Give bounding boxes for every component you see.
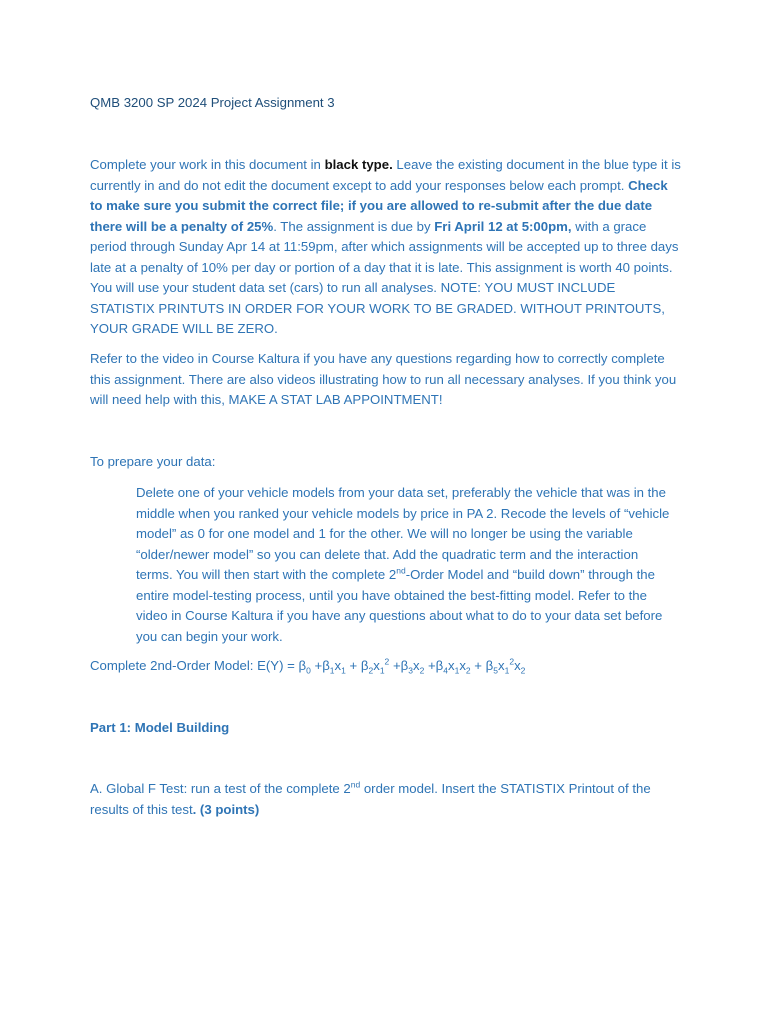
- prepare-text-1: Delete one of your vehicle models from your data set, preferably the vehicle that was in the middle when you ranked your vehicle models by price in PA 2. Recode the levels of “vehicle model” as 0 for one model and 1 for the other. We will no longer be using the variable “older/newer model” so you can delete that. Add the quadratic term and the interaction terms. You will then start with the complete 2: [136, 485, 670, 582]
- eq-var: x: [514, 658, 521, 673]
- model-equation: [90, 656, 682, 677]
- prepare-heading: To prepare your data:: [90, 454, 216, 469]
- eq-var: x: [447, 658, 455, 673]
- eq-var: x: [498, 658, 505, 673]
- eq-sub: 1: [504, 665, 510, 676]
- eq-term: + β: [470, 658, 494, 673]
- part-a-text-2: order model. Insert the STATISTIX Printout of the results of this test: [90, 781, 651, 817]
- eq-sub: 2: [419, 665, 425, 676]
- eq-sub: 3: [408, 665, 413, 676]
- eq-sup: 2: [509, 656, 515, 667]
- eq-sub: 1: [341, 665, 346, 676]
- eq-sub: 2: [368, 665, 374, 676]
- part-a-points: . (3 points): [192, 801, 260, 817]
- prepare-text-2: -Order Model and “build down” through the entire model-testing process, until you have obtained the best-fitting model. Refer to the video in Course Kaltura if you have any questions about what to do to your data set before you can begin your work.: [136, 567, 663, 644]
- eq-var: x: [334, 658, 342, 673]
- instructions-paragraph: [90, 155, 682, 340]
- part1-heading: Part 1: Model Building: [90, 720, 230, 735]
- eq-sub: 1: [379, 665, 385, 676]
- eq-var: x: [459, 658, 466, 673]
- black-type-emphasis: black type.: [324, 157, 393, 172]
- eq-sub: 2: [465, 665, 471, 676]
- eq-sub: 1: [329, 665, 335, 676]
- prepare-paragraph: [136, 483, 676, 647]
- eq-sub: 2: [520, 665, 526, 676]
- resubmit-warning: Check to make sure you submit the correct file; if you are allowed to re-submit after the due date there will be a penalty of 25%: [90, 177, 668, 234]
- eq-var: x: [373, 658, 380, 673]
- part-a-text-1: A. Global F Test: run a test of the complete 2: [90, 781, 351, 796]
- eq-sub: 5: [493, 665, 498, 676]
- eq-sub: 1: [454, 665, 460, 676]
- due-date: Fri April 12 at 5:00pm,: [434, 218, 572, 234]
- part-a-sup: nd: [350, 779, 361, 790]
- intro-text-3: Leave the existing document in the blue type it is currently in and do not edit the document except to add your responses below each prompt.: [90, 157, 681, 193]
- eq-sup: 2: [384, 656, 390, 667]
- eq-term: + β: [345, 658, 369, 673]
- intro-text-1: Complete your work in this document in: [90, 157, 325, 172]
- intro-text-7: with a grace period through Sunday Apr 14 at 11:59pm, after which assignments will be accepted up to three days late at a penalty of 10% per day or portion of a day that it is late. This assignment is worth 40 points. You will use your student data set (cars) to run all analyses. NOTE: YOU MUST INCLUDE STATISTIX PRINTUTS IN ORDER FOR YOUR WORK TO BE GRADED. WITHOUT PRINTOUTS, YOUR GRADE WILL BE ZERO.: [90, 218, 679, 336]
- eq-sub: 0: [306, 665, 311, 676]
- part-a-prompt: [90, 779, 682, 820]
- document-title: QMB 3200 SP 2024 Project Assignment 3: [90, 95, 335, 110]
- refer-paragraph: Refer to the video in Course Kaltura if you have any questions regarding how to correctly complete this assignment. There are also videos illustrating how to run all necessary analyses. If you think you will need help with this, MAKE A STAT LAB APPOINTMENT!: [90, 351, 677, 407]
- eq-sub: 4: [443, 665, 448, 676]
- eq-term: +β: [310, 658, 330, 673]
- eq-term: +β: [389, 658, 409, 673]
- eq-prefix: Complete 2nd-Order Model: E(Y) = β: [90, 658, 307, 673]
- intro-text-5: . The assignment is due by: [273, 218, 435, 234]
- eq-term: +β: [424, 658, 444, 673]
- prepare-sup: nd: [396, 565, 406, 576]
- eq-var: x: [412, 658, 420, 673]
